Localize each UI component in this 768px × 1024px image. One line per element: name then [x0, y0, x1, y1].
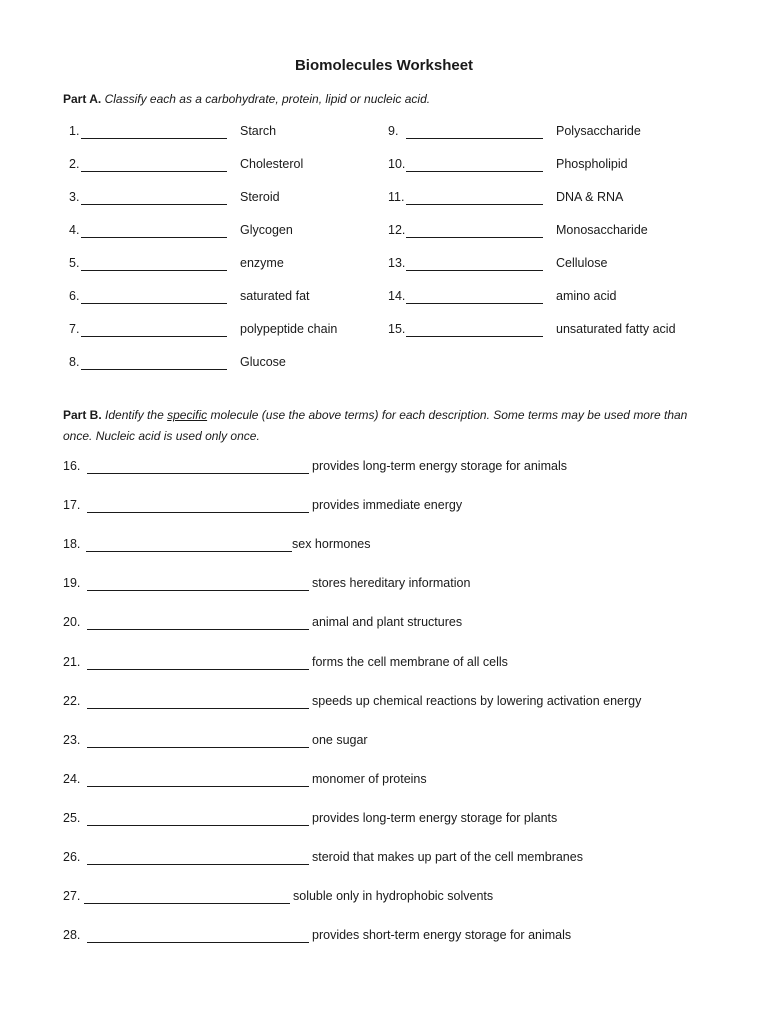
- answer-blank[interactable]: [81, 204, 227, 205]
- part-b-instruction-text-2: molecule (use the above terms) for each description. Some terms may be used more than once. Nucleic acid is used only once.: [63, 408, 688, 443]
- part-b-description: soluble only in hydrophobic solvents: [293, 889, 494, 903]
- part-b-description: animal and plant structures: [312, 615, 463, 629]
- part-b-item-number: 20.: [63, 615, 81, 629]
- answer-blank[interactable]: [87, 825, 309, 826]
- answer-blank[interactable]: [406, 303, 543, 304]
- part-a-label: Part A.: [63, 92, 102, 106]
- part-a-item-number: 6.: [69, 289, 80, 303]
- answer-blank[interactable]: [87, 473, 309, 474]
- part-a-item-number: 2.: [69, 157, 80, 171]
- part-a-item-number: 3.: [69, 190, 80, 204]
- part-a-item-number: 7.: [69, 322, 80, 336]
- part-b-label: Part B.: [63, 408, 102, 422]
- part-a-term: saturated fat: [240, 289, 310, 303]
- part-b-description: stores hereditary information: [312, 576, 471, 590]
- part-a-item-number: 8.: [69, 355, 80, 369]
- part-a-term: Steroid: [240, 190, 280, 204]
- part-a-instructions: [63, 92, 430, 106]
- part-a-term: Cholesterol: [240, 157, 304, 171]
- answer-blank[interactable]: [87, 512, 309, 513]
- part-a-term: enzyme: [240, 256, 284, 270]
- part-b-item-number: 21.: [63, 655, 81, 669]
- part-a-term: amino acid: [556, 289, 617, 303]
- part-b-item-number: 17.: [63, 498, 81, 512]
- part-a-item-number: 13.: [388, 256, 406, 270]
- answer-blank[interactable]: [81, 171, 227, 172]
- part-b-instructions: [63, 405, 703, 447]
- part-b-description: provides immediate energy: [312, 498, 463, 512]
- part-b-item-number: 25.: [63, 811, 81, 825]
- answer-blank[interactable]: [81, 336, 227, 337]
- part-a-term: Glucose: [240, 355, 286, 369]
- part-b-description: provides short-term energy storage for animals: [312, 928, 572, 942]
- answer-blank[interactable]: [87, 708, 309, 709]
- part-b-description: steroid that makes up part of the cell membranes: [312, 850, 583, 864]
- part-a-term: Glycogen: [240, 223, 293, 237]
- part-a-term: Starch: [240, 124, 277, 138]
- part-a-item-number: 15.: [388, 322, 406, 336]
- part-b-description: one sugar: [312, 733, 368, 747]
- part-a-item-number: 5.: [69, 256, 80, 270]
- answer-blank[interactable]: [406, 171, 543, 172]
- answer-blank[interactable]: [406, 138, 543, 139]
- answer-blank[interactable]: [81, 237, 227, 238]
- part-b-description: speeds up chemical reactions by lowering activation energy: [312, 694, 642, 708]
- answer-blank[interactable]: [81, 138, 227, 139]
- part-b-instruction-text-1: Identify the: [105, 408, 164, 422]
- part-a-item-number: 9.: [388, 124, 399, 138]
- page-title: Biomolecules Worksheet: [294, 57, 474, 74]
- answer-blank[interactable]: [87, 942, 309, 943]
- part-b-description: sex hormones: [292, 537, 371, 551]
- part-a-item-number: 14.: [388, 289, 406, 303]
- answer-blank[interactable]: [81, 270, 227, 271]
- answer-blank[interactable]: [87, 786, 309, 787]
- part-a-term: DNA & RNA: [556, 190, 624, 204]
- part-a-term: Cellulose: [556, 256, 608, 270]
- answer-blank[interactable]: [406, 237, 543, 238]
- answer-blank[interactable]: [87, 629, 309, 630]
- part-a-item-number: 4.: [69, 223, 80, 237]
- part-a-item-number: 10.: [388, 157, 406, 171]
- part-b-item-number: 16.: [63, 459, 81, 473]
- part-b-description: provides long-term energy storage for animals: [312, 459, 567, 473]
- answer-blank[interactable]: [406, 204, 543, 205]
- part-b-item-number: 22.: [63, 694, 81, 708]
- part-a-term: Phospholipid: [556, 157, 628, 171]
- part-a-term: Monosaccharide: [556, 223, 648, 237]
- part-a-instruction-text: Classify each as a carbohydrate, protein, lipid or nucleic acid.: [104, 92, 431, 106]
- answer-blank[interactable]: [406, 336, 543, 337]
- part-b-instruction-emphasis: specific: [167, 408, 208, 422]
- part-a-item-number: 1.: [69, 124, 80, 138]
- answer-blank[interactable]: [86, 551, 292, 552]
- part-a-item-number: 12.: [388, 223, 406, 237]
- part-b-item-number: 28.: [63, 928, 81, 942]
- part-a-item-number: 11.: [388, 190, 405, 204]
- answer-blank[interactable]: [406, 270, 543, 271]
- answer-blank[interactable]: [87, 669, 309, 670]
- part-b-description: provides long-term energy storage for plants: [312, 811, 558, 825]
- part-b-description: forms the cell membrane of all cells: [312, 655, 508, 669]
- part-b-item-number: 24.: [63, 772, 81, 786]
- part-b-description: monomer of proteins: [312, 772, 427, 786]
- answer-blank[interactable]: [81, 303, 227, 304]
- answer-blank[interactable]: [87, 747, 309, 748]
- part-b-item-number: 23.: [63, 733, 81, 747]
- part-b-item-number: 26.: [63, 850, 81, 864]
- part-b-item-number: 19.: [63, 576, 81, 590]
- part-a-term: polypeptide chain: [240, 322, 338, 336]
- part-a-term: unsaturated fatty acid: [556, 322, 676, 336]
- answer-blank[interactable]: [87, 864, 309, 865]
- part-b-item-number: 27.: [63, 889, 81, 903]
- part-a-term: Polysaccharide: [556, 124, 641, 138]
- answer-blank[interactable]: [84, 903, 290, 904]
- part-b-item-number: 18.: [63, 537, 81, 551]
- answer-blank[interactable]: [81, 369, 227, 370]
- answer-blank[interactable]: [87, 590, 309, 591]
